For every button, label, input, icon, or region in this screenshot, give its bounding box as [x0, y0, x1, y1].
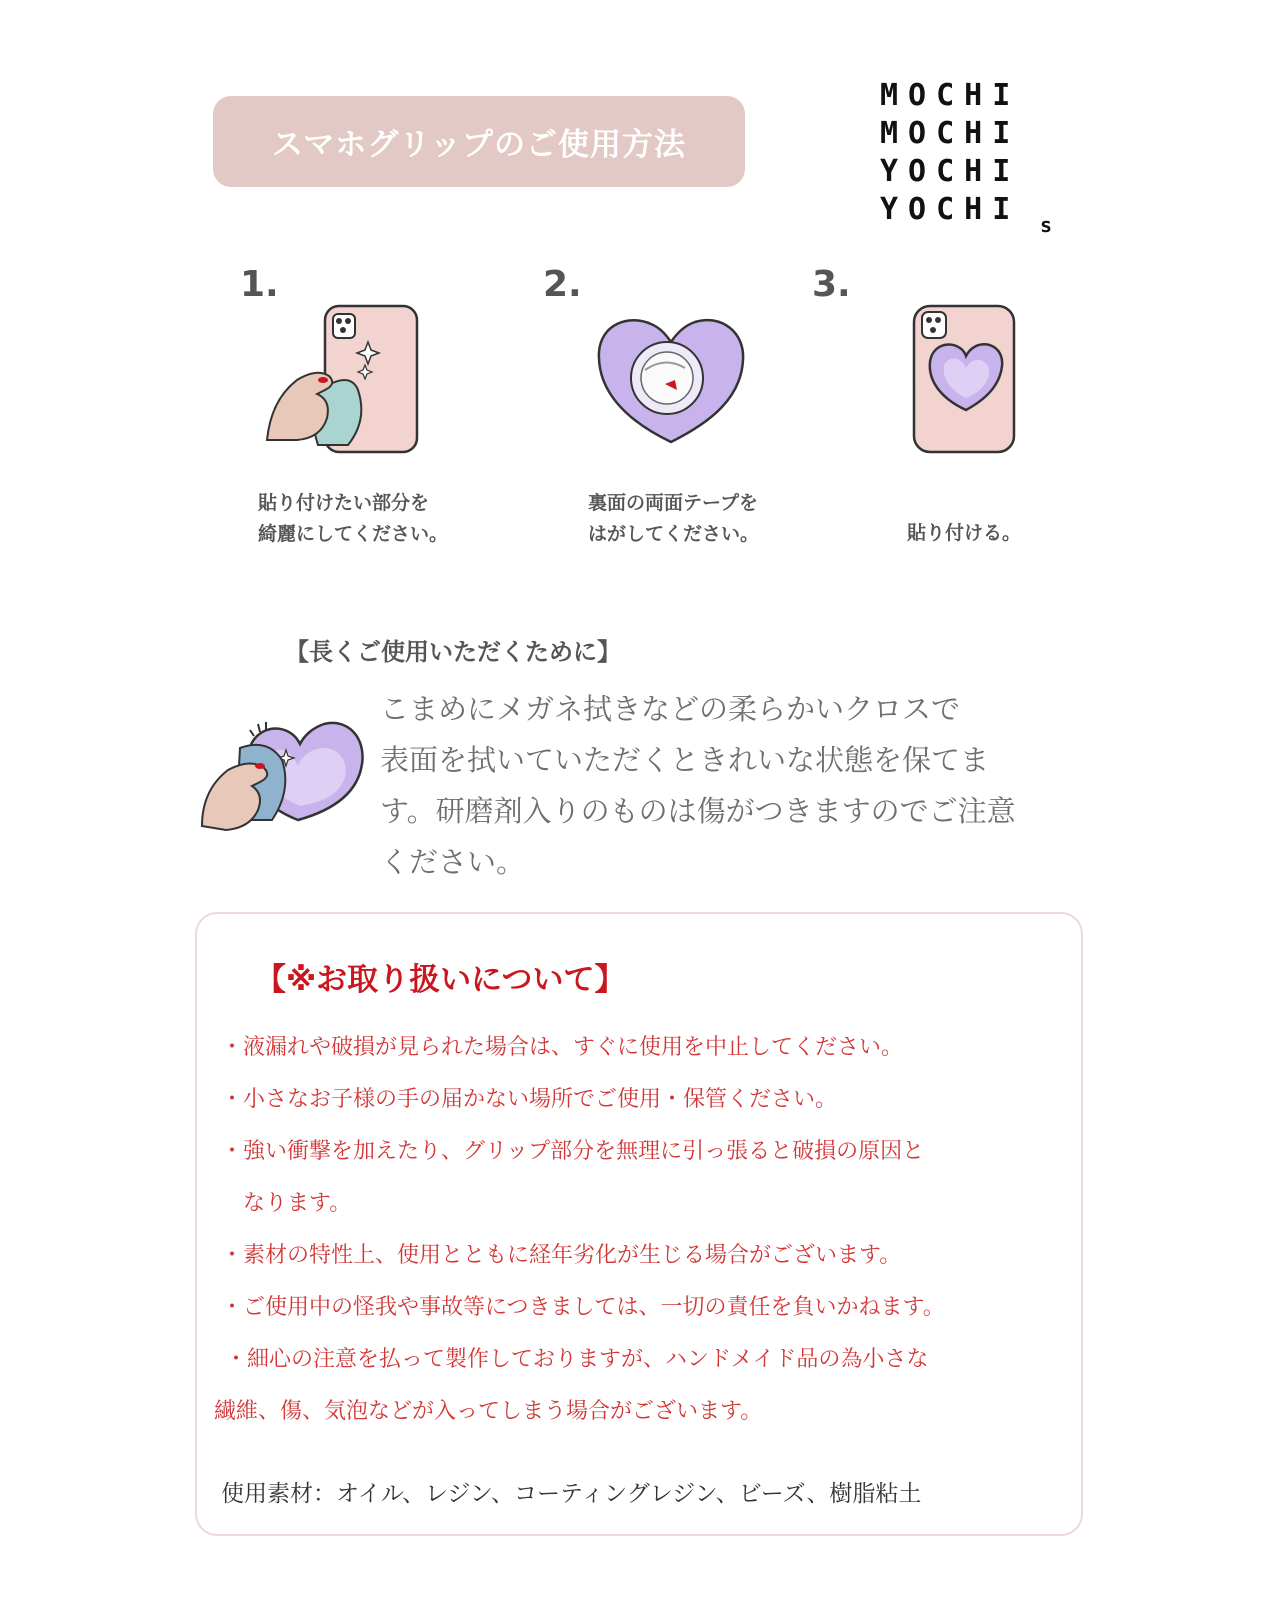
notice-line-7: ・細心の注意を払って製作しておりますが、ハンドメイド品の為小さな [225, 1347, 929, 1372]
step-2-caption [588, 488, 759, 550]
notice-line-3: ・強い衝撃を加えたり、グリップ部分を無理に引っ張ると破損の原因と [221, 1139, 925, 1164]
step-3-number: 3. [812, 264, 851, 305]
step-3-attached-illustration [910, 300, 1020, 460]
notice-line-2: ・小さなお子様の手の届かない場所でご使用・保管ください。 [221, 1087, 838, 1112]
logo-line-3: YOCHI [880, 154, 1021, 189]
step-2-caption-line-1: 裏面の両面テープを [588, 492, 759, 514]
step-1-caption [258, 488, 448, 550]
step-2-caption-line-2: はがしてください。 [588, 523, 760, 545]
logo-line-4: YOCHI [880, 192, 1021, 227]
step-1-caption-line-1: 貼り付けたい部分を [258, 492, 430, 514]
step-3-caption [907, 518, 1021, 549]
step-1-caption-line-2: 綺麗にしてください。 [258, 523, 449, 545]
notice-line-5: ・素材の特性上、使用とともに経年劣化が生じる場合がございます。 [221, 1243, 902, 1268]
notice-line-6: ・ご使用中の怪我や事故等につきましては、一切の責任を負いかねます。 [221, 1295, 945, 1320]
care-body-line-1: こまめにメガネ拭きなどの柔らかいクロスで [380, 692, 961, 726]
notice-line-4: なります。 [243, 1191, 352, 1216]
handling-notice-box [195, 912, 1083, 1536]
brand-logo [880, 78, 1063, 248]
logo-line-1: MOCHI [880, 78, 1021, 113]
step-1-number: 1. [240, 264, 279, 305]
care-body-line-4: ください。 [380, 845, 526, 879]
step-2-number: 2. [543, 264, 582, 305]
step-1-cleaning-illustration [265, 300, 425, 460]
page-title: スマホグリップのご使用方法 [271, 127, 687, 163]
care-heading: 【長くご使用いただくために】 [285, 638, 621, 666]
logo-tail: s [1040, 213, 1063, 237]
care-body-line-2: 表面を拭いていただくときれいな状態を保てま [380, 743, 990, 777]
materials-list: 使用素材：オイル、レジン、コーティングレジン、ビーズ、樹脂粘土 [221, 1481, 922, 1507]
heart-wiping-illustration [200, 710, 370, 840]
notice-line-8: 繊維、傷、気泡などが入ってしまう場合がございます。 [214, 1399, 763, 1424]
notice-title: 【※お取り扱いについて】 [255, 962, 626, 998]
step-3-caption-line-1: 貼り付ける。 [907, 522, 1022, 544]
step-2-heart-back-illustration [595, 310, 747, 450]
page-title-banner [213, 96, 745, 187]
logo-line-2: MOCHI [880, 116, 1021, 151]
care-body-line-3: す。研磨剤入りのものは傷がつきますのでご注意 [380, 794, 1016, 828]
care-body [380, 684, 1060, 888]
notice-line-1: ・液漏れや破損が見られた場合は、すぐに使用を中止してください。 [221, 1035, 904, 1060]
